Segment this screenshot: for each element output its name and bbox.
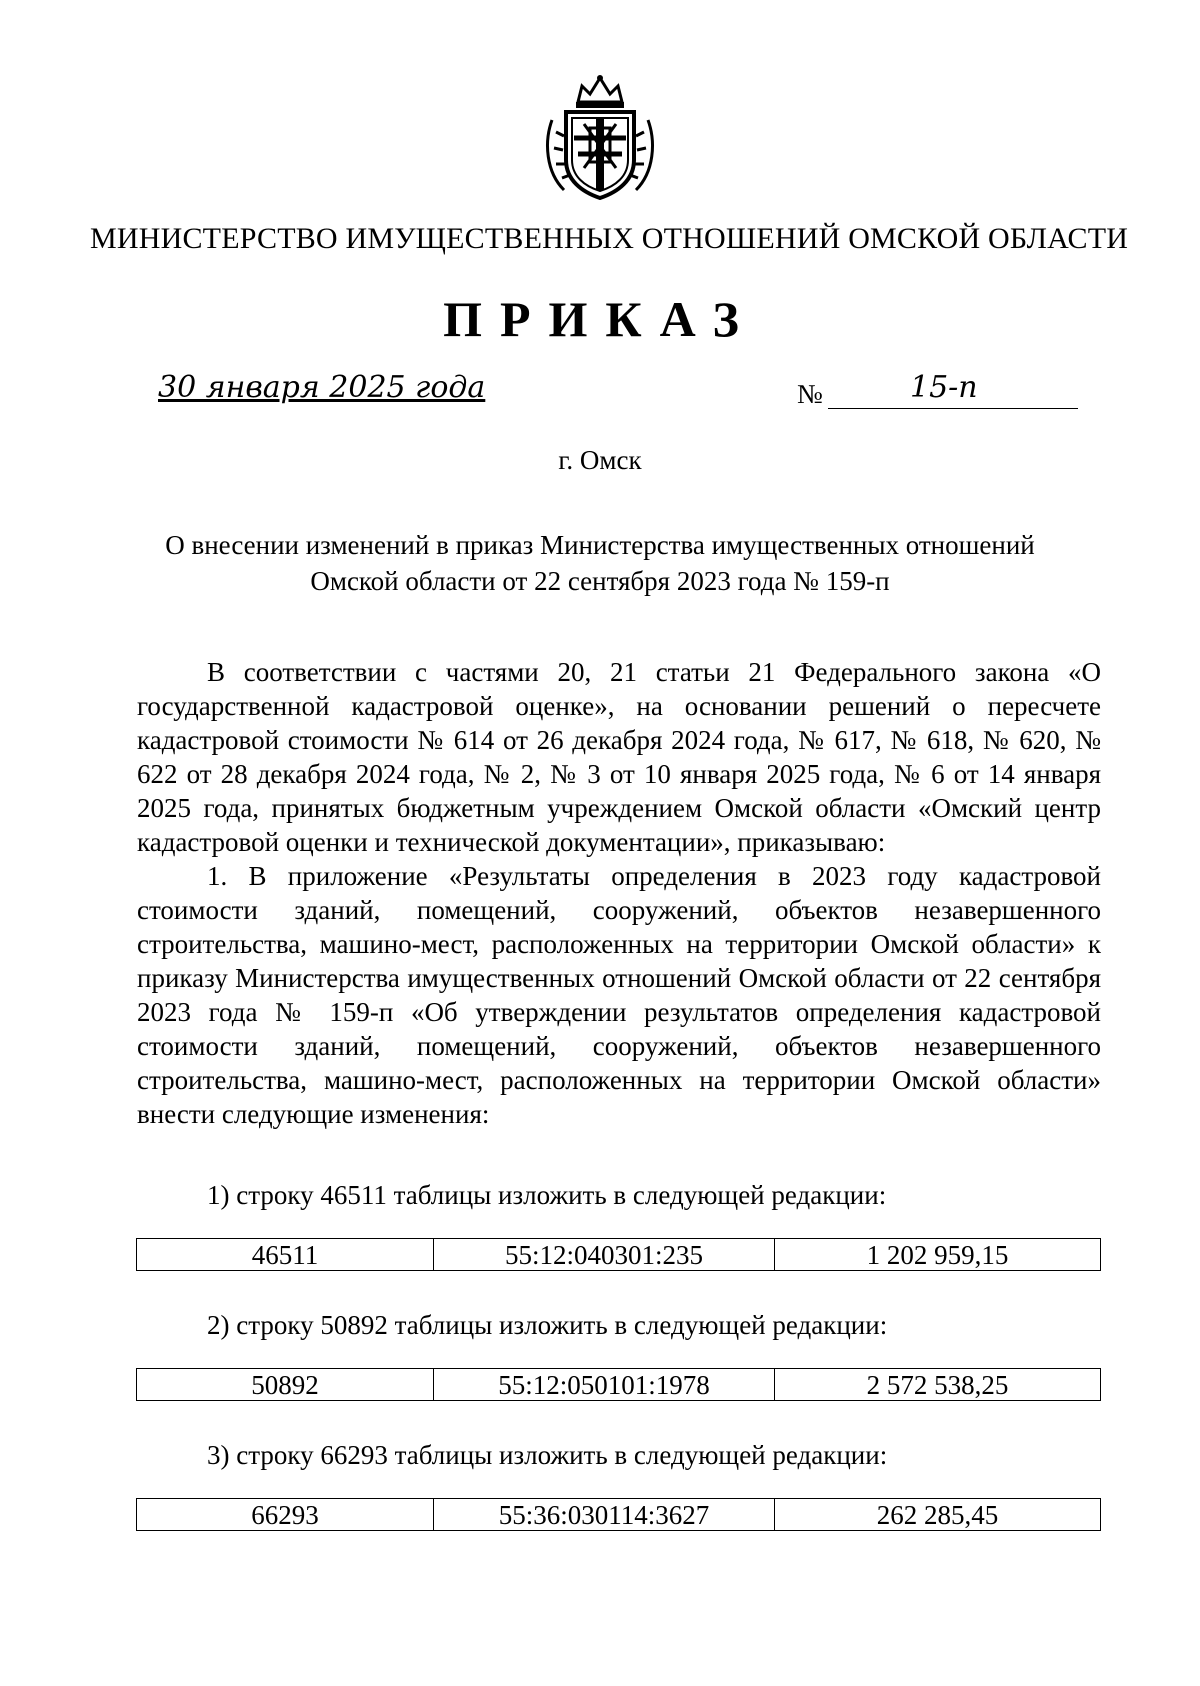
cadastral-value-cell: 2 572 538,25 xyxy=(775,1369,1101,1401)
order-subject xyxy=(100,527,1100,599)
table-row xyxy=(137,1499,1101,1531)
subject-line-2: Омской области от 22 сентября 2023 года № 159-п xyxy=(310,566,890,596)
cadastral-value-cell: 262 285,45 xyxy=(775,1499,1101,1531)
number-label: № xyxy=(797,379,823,409)
table-row xyxy=(137,1369,1101,1401)
city: г. Омск xyxy=(558,445,642,475)
row-number-cell: 50892 xyxy=(137,1369,434,1401)
amendment-3-table xyxy=(136,1498,1101,1531)
cadastral-number-cell: 55:36:030114:3627 xyxy=(434,1499,775,1531)
cadastral-number-cell: 55:12:050101:1978 xyxy=(434,1369,775,1401)
number-underline xyxy=(828,408,1078,409)
point-1-paragraph: 1. В приложение «Результаты определения в 2023 году кадастровой стоимости зданий, помещений, сооружений, объектов незавершенного строительства, машино-мест, расположенных на территории Омской области» к приказу Министерства имущественных отношений Омской области от 22 сентября 2023 года № 159-п «Об утверждении результатов определения кадастровой стоимости зданий, помещений, сооружений, объектов незавершенного строительства, машино-мест, расположенных на территории Омской области» внести следующие изменения: xyxy=(137,861,1101,1129)
handwritten-date: 30 января 2025 года xyxy=(158,370,486,405)
ministry-name: МИНИСТЕРСТВО ИМУЩЕСТВЕННЫХ ОТНОШЕНИЙ ОМСКОЙ ОБЛАСТИ xyxy=(90,222,1129,255)
amendment-1-label: 1) строку 46511 таблицы изложить в следующей редакции: xyxy=(207,1180,887,1210)
amendment-2-label: 2) строку 50892 таблицы изложить в следующей редакции: xyxy=(207,1310,888,1340)
row-number-cell: 66293 xyxy=(137,1499,434,1531)
order-body xyxy=(137,655,1101,1131)
amendment-3-label: 3) строку 66293 таблицы изложить в следующей редакции: xyxy=(207,1440,888,1470)
amendment-1-table xyxy=(136,1238,1101,1271)
omsk-coat-of-arms-icon xyxy=(538,72,662,200)
table-row xyxy=(137,1239,1101,1271)
handwritten-number: 15-п xyxy=(910,370,978,405)
cadastral-value-cell: 1 202 959,15 xyxy=(775,1239,1101,1271)
cadastral-number-cell: 55:12:040301:235 xyxy=(434,1239,775,1271)
amendment-2-table xyxy=(136,1368,1101,1401)
row-number-cell: 46511 xyxy=(137,1239,434,1271)
document-title: ПРИКАЗ xyxy=(443,291,757,347)
subject-line-1: О внесении изменений в приказ Министерства имущественных отношений xyxy=(165,530,1035,560)
preamble-paragraph: В соответствии с частями 20, 21 статьи 21 Федерального закона «О государственной кадастровой оценке», на основании решений о пересчете кадастровой стоимости № 614 от 26 декабря 2024 года, № 617, № 618, № 620, № 622 от 28 декабря 2024 года, № 2, № 3 от 10 января 2025 года, № 6 от 14 января 2025 года, принятых бюджетным учреждением Омской области «Омский центр кадастровой оценки и технической документации», приказываю: xyxy=(137,657,1101,857)
